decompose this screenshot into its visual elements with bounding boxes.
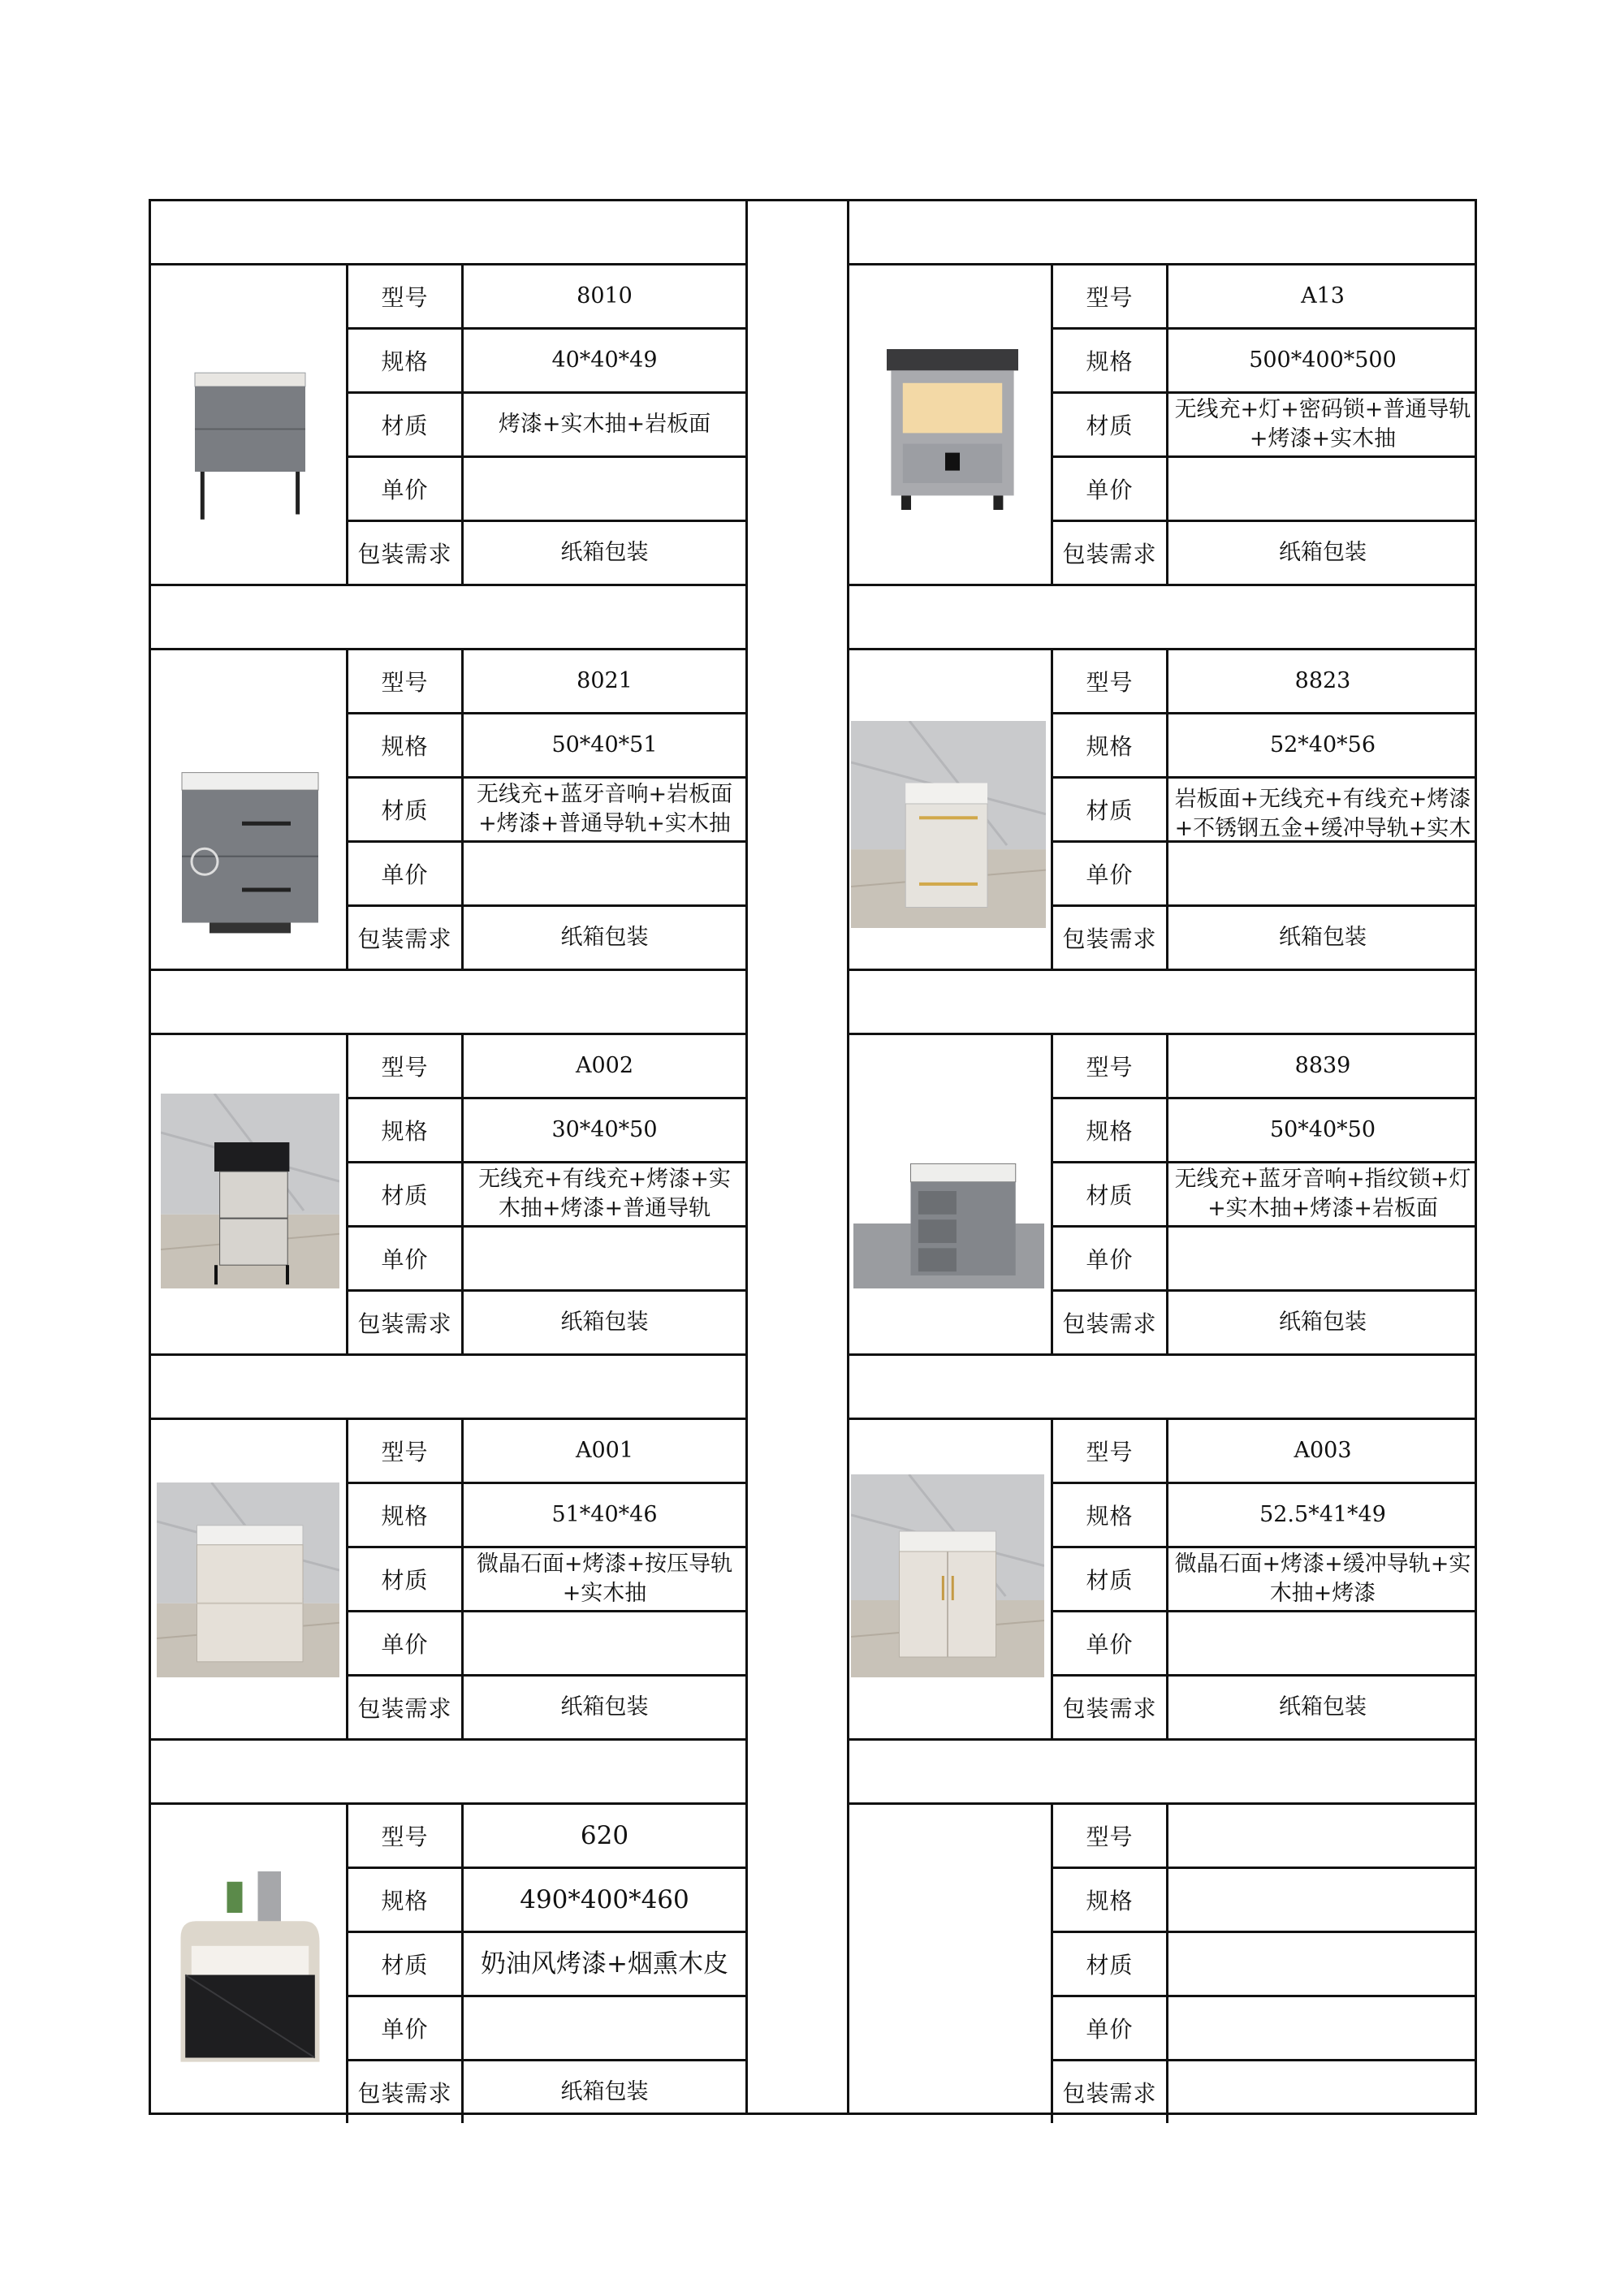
value-material: 微晶石面+烤漆+缓冲导轨+实木抽+烤漆 [1174, 1552, 1471, 1606]
label-spec: 规格 [1086, 733, 1134, 760]
label-material: 材质 [381, 1952, 429, 1979]
label-spec: 规格 [1086, 1888, 1134, 1914]
value-packing: 纸箱包装 [1279, 1310, 1367, 1335]
cabinet-image [173, 1871, 327, 2078]
label-model: 型号 [1086, 1054, 1134, 1081]
label-packing: 包装需求 [1062, 2080, 1157, 2107]
product-photo [169, 766, 331, 940]
label-price: 单价 [1086, 1631, 1134, 1658]
value-material: 烤漆+实木抽+岩板面 [498, 412, 711, 437]
value-material [1168, 1933, 1477, 1995]
grid-line [149, 199, 745, 201]
label-price: 单价 [1086, 1246, 1134, 1273]
value-model: 8021 [577, 668, 633, 693]
label-packing: 包装需求 [1062, 541, 1157, 568]
label-packing: 包装需求 [357, 2080, 452, 2107]
value-packing: 纸箱包装 [560, 1694, 649, 1720]
value-spec: 50*40*51 [551, 732, 658, 757]
product-photo [181, 352, 319, 523]
value-price [1168, 458, 1477, 520]
value-material: 岩板面+无线充+有线充+烤漆+不锈钢五金+缓冲导轨+实木 [1174, 787, 1471, 840]
label-material: 材质 [1086, 412, 1134, 439]
label-model: 型号 [381, 284, 429, 311]
label-packing: 包装需求 [1062, 1310, 1157, 1337]
label-spec: 规格 [381, 733, 429, 760]
value-spec: 51*40*46 [551, 1502, 658, 1527]
value-material: 微晶石面+烤漆+按压导轨+实木抽 [476, 1552, 733, 1606]
grid-line [149, 1353, 745, 1356]
label-price: 单价 [381, 477, 429, 503]
value-spec: 52.5*41*49 [1259, 1502, 1386, 1527]
value-packing: 纸箱包装 [1279, 540, 1367, 565]
grid-line [847, 199, 849, 2115]
value-spec [1168, 1869, 1477, 1931]
product-photo [157, 1482, 339, 1677]
label-model: 型号 [381, 1054, 429, 1081]
cabinet-image [181, 352, 319, 523]
label-material: 材质 [1086, 1952, 1134, 1979]
product-photo [853, 1159, 1044, 1288]
value-price [1168, 1228, 1477, 1289]
label-model: 型号 [381, 669, 429, 696]
value-price [464, 1997, 745, 2059]
grid-line [847, 1353, 1477, 1356]
grid-line [745, 199, 748, 2115]
label-packing: 包装需求 [357, 1310, 452, 1337]
product-table [149, 199, 1477, 2115]
product-photo [173, 1871, 327, 2078]
value-packing: 纸箱包装 [560, 2079, 649, 2104]
value-model: 8823 [1294, 668, 1351, 693]
cabinet-image [169, 766, 331, 940]
label-spec: 规格 [381, 1888, 429, 1914]
grid-line [149, 199, 151, 2115]
value-price [464, 458, 745, 520]
label-price: 单价 [381, 1246, 429, 1273]
product-photo [879, 340, 1026, 519]
value-price [1168, 843, 1477, 904]
grid-line [847, 199, 1477, 201]
grid-line [149, 1738, 745, 1741]
value-price [1168, 1612, 1477, 1674]
label-spec: 规格 [381, 348, 429, 375]
label-spec: 规格 [1086, 1503, 1134, 1530]
cabinet-image [851, 721, 1046, 928]
value-price [464, 843, 745, 904]
value-price [464, 1612, 745, 1674]
label-spec: 规格 [1086, 1118, 1134, 1145]
value-material: 无线充+蓝牙音响+岩板面+烤漆+普通导轨+实木抽 [476, 782, 733, 836]
value-packing: 纸箱包装 [560, 925, 649, 950]
label-model: 型号 [1086, 669, 1134, 696]
value-packing: 纸箱包装 [560, 1310, 649, 1335]
label-material: 材质 [1086, 1567, 1134, 1594]
product-photo [851, 721, 1046, 928]
cabinet-image [851, 1474, 1044, 1677]
value-model: A13 [1301, 283, 1345, 309]
value-material: 无线充+有线充+烤漆+实木抽+烤漆+普通导轨 [478, 1167, 731, 1221]
product-photo [161, 1094, 339, 1288]
grid-line [149, 969, 745, 971]
value-model: A002 [575, 1053, 634, 1078]
label-packing: 包装需求 [357, 1695, 452, 1722]
value-spec: 52*40*56 [1269, 732, 1376, 757]
label-model: 型号 [1086, 1823, 1134, 1850]
label-material: 材质 [381, 412, 429, 439]
value-spec: 50*40*50 [1269, 1117, 1376, 1142]
grid-line [847, 1738, 1477, 1741]
label-packing: 包装需求 [357, 926, 452, 952]
label-price: 单价 [1086, 861, 1134, 888]
grid-line [847, 584, 1477, 586]
value-packing: 纸箱包装 [560, 540, 649, 565]
label-material: 材质 [381, 1182, 429, 1209]
label-material: 材质 [381, 797, 429, 824]
value-packing [1168, 2061, 1477, 2123]
value-price [1168, 1997, 1477, 2059]
value-packing: 纸箱包装 [1279, 1694, 1367, 1720]
value-price [464, 1228, 745, 1289]
value-material: 奶油风烤漆+烟熏木皮 [481, 1949, 728, 1979]
label-price: 单价 [1086, 477, 1134, 503]
cabinet-image [157, 1482, 339, 1677]
label-model: 型号 [381, 1439, 429, 1465]
value-spec: 490*400*460 [520, 1885, 689, 1914]
label-model: 型号 [1086, 284, 1134, 311]
value-model: 8010 [577, 283, 633, 309]
label-price: 单价 [381, 861, 429, 888]
label-packing: 包装需求 [1062, 1695, 1157, 1722]
value-model: A001 [575, 1438, 634, 1463]
cabinet-image [853, 1159, 1044, 1288]
value-spec: 500*400*500 [1249, 347, 1397, 373]
value-packing: 纸箱包装 [1279, 925, 1367, 950]
value-model: 620 [580, 1821, 629, 1850]
label-price: 单价 [381, 1631, 429, 1658]
value-spec: 30*40*50 [551, 1117, 658, 1142]
value-material: 无线充+灯+密码锁+普通导轨+烤漆+实木抽 [1174, 397, 1471, 451]
value-model [1168, 1805, 1477, 1867]
cabinet-image [879, 340, 1026, 519]
value-model: A003 [1294, 1438, 1352, 1463]
label-model: 型号 [381, 1823, 429, 1850]
label-packing: 包装需求 [1062, 926, 1157, 952]
grid-line [149, 584, 745, 586]
cabinet-image [161, 1094, 339, 1288]
label-price: 单价 [1086, 2016, 1134, 2043]
label-spec: 规格 [1086, 348, 1134, 375]
value-model: 8839 [1294, 1053, 1351, 1078]
label-model: 型号 [1086, 1439, 1134, 1465]
label-spec: 规格 [381, 1503, 429, 1530]
value-spec: 40*40*49 [551, 347, 658, 373]
label-material: 材质 [1086, 797, 1134, 824]
value-material: 无线充+蓝牙音响+指纹锁+灯+实木抽+烤漆+岩板面 [1174, 1167, 1471, 1221]
label-material: 材质 [381, 1567, 429, 1594]
product-photo [851, 1474, 1044, 1677]
label-price: 单价 [381, 2016, 429, 2043]
label-spec: 规格 [381, 1118, 429, 1145]
grid-line [847, 969, 1477, 971]
label-packing: 包装需求 [357, 541, 452, 568]
label-material: 材质 [1086, 1182, 1134, 1209]
